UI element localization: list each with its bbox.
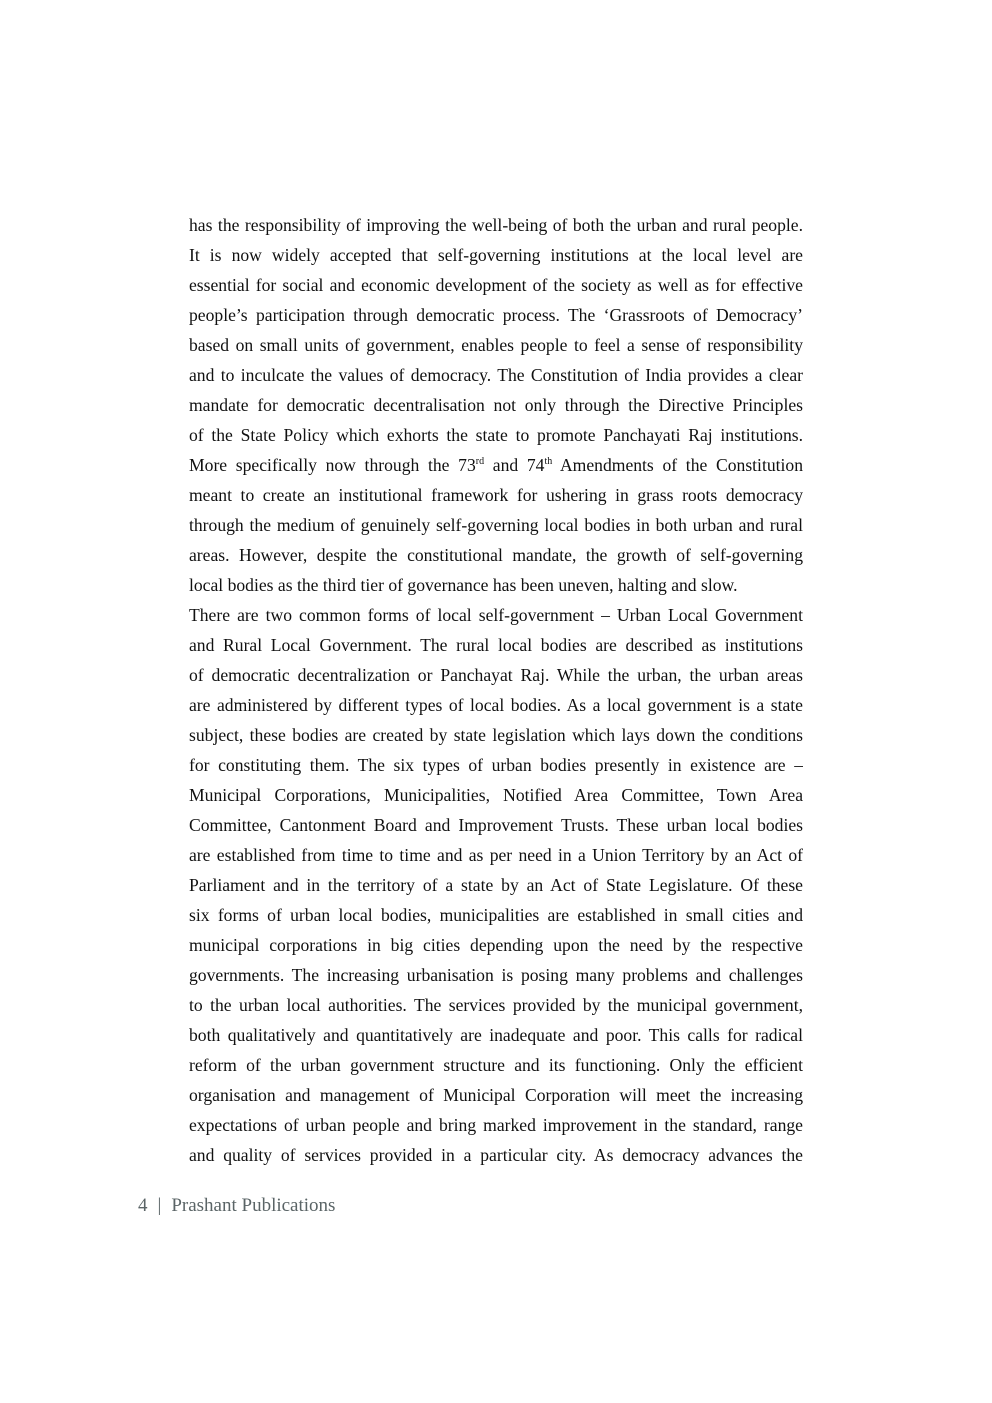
page-number: 4 [138, 1195, 148, 1216]
text-line: of the State Policy which exhorts the state to promote Panchayati Raj institutions. [189, 425, 803, 445]
text-line: people’s participation through democratic process. The ‘Grassroots of Democracy’ [189, 305, 803, 325]
text-line: organisation and management of Municipal Corporation will meet the increasing [189, 1085, 803, 1105]
text-fragment: Amendments of the Constitution [552, 455, 803, 475]
text-line: expectations of urban people and bring marked improvement in the standard, range [189, 1115, 803, 1135]
text-line: and to inculcate the values of democracy. The Constitution of India provides a clear [189, 365, 803, 385]
text-line: Committee, Cantonment Board and Improvement Trusts. These urban local bodies [189, 815, 803, 835]
text-line: Parliament and in the territory of a state by an Act of State Legislature. Of these [189, 875, 803, 895]
text-fragment: More specifically now through the 73 [189, 455, 476, 475]
text-line: are administered by different types of local bodies. As a local government is a state [189, 695, 803, 715]
page-footer [138, 1195, 335, 1217]
text-line: municipal corporations in big cities depending upon the need by the respective [189, 935, 803, 955]
text-line: six forms of urban local bodies, municipalities are established in small cities and [189, 905, 803, 925]
text-line: has the responsibility of improving the well-being of both the urban and rural people. [189, 215, 803, 235]
text-line: are established from time to time and as per need in a Union Territory by an Act of [189, 845, 803, 865]
text-line: essential for social and economic development of the society as well as for effective [189, 275, 803, 295]
text-line: and Rural Local Government. The rural local bodies are described as institutions [189, 635, 803, 655]
text-line: There are two common forms of local self-government – Urban Local Government [189, 605, 803, 625]
text-line-amendments [189, 450, 803, 480]
superscript-th: th [544, 456, 553, 467]
text-line: governments. The increasing urbanisation is posing many problems and challenges [189, 965, 803, 985]
text-line: for constituting them. The six types of urban bodies presently in existence are – [189, 755, 803, 775]
text-line: Municipal Corporations, Municipalities, Notified Area Committee, Town Area [189, 785, 803, 805]
text-fragment: and 74 [484, 455, 545, 475]
text-line: It is now widely accepted that self-governing institutions at the local level are [189, 245, 803, 265]
text-line: subject, these bodies are created by state legislation which lays down the conditions [189, 725, 803, 745]
text-line: mandate for democratic decentralisation not only through the Directive Principles [189, 395, 803, 415]
text-line: of democratic decentralization or Panchayat Raj. While the urban, the urban areas [189, 665, 803, 685]
text-line: based on small units of government, enables people to feel a sense of responsibility [189, 335, 803, 355]
text-line: and quality of services provided in a particular city. As democracy advances the [189, 1145, 803, 1165]
footer-separator: | [157, 1195, 162, 1216]
superscript-rd: rd [475, 456, 485, 467]
text-line: both qualitatively and quantitatively are inadequate and poor. This calls for radical [189, 1025, 803, 1045]
text-line: local bodies as the third tier of governance has been uneven, halting and slow. [189, 575, 738, 595]
text-line: meant to create an institutional framework for ushering in grass roots democracy [189, 485, 803, 505]
text-line: through the medium of genuinely self-governing local bodies in both urban and rural [189, 515, 803, 535]
publisher-name: Prashant Publications [171, 1195, 336, 1216]
text-line: reform of the urban government structure and its functioning. Only the efficient [189, 1055, 803, 1075]
body-text [189, 210, 803, 1170]
text-line: areas. However, despite the constitutional mandate, the growth of self-governing [189, 545, 803, 565]
text-line: to the urban local authorities. The services provided by the municipal government, [189, 995, 803, 1015]
